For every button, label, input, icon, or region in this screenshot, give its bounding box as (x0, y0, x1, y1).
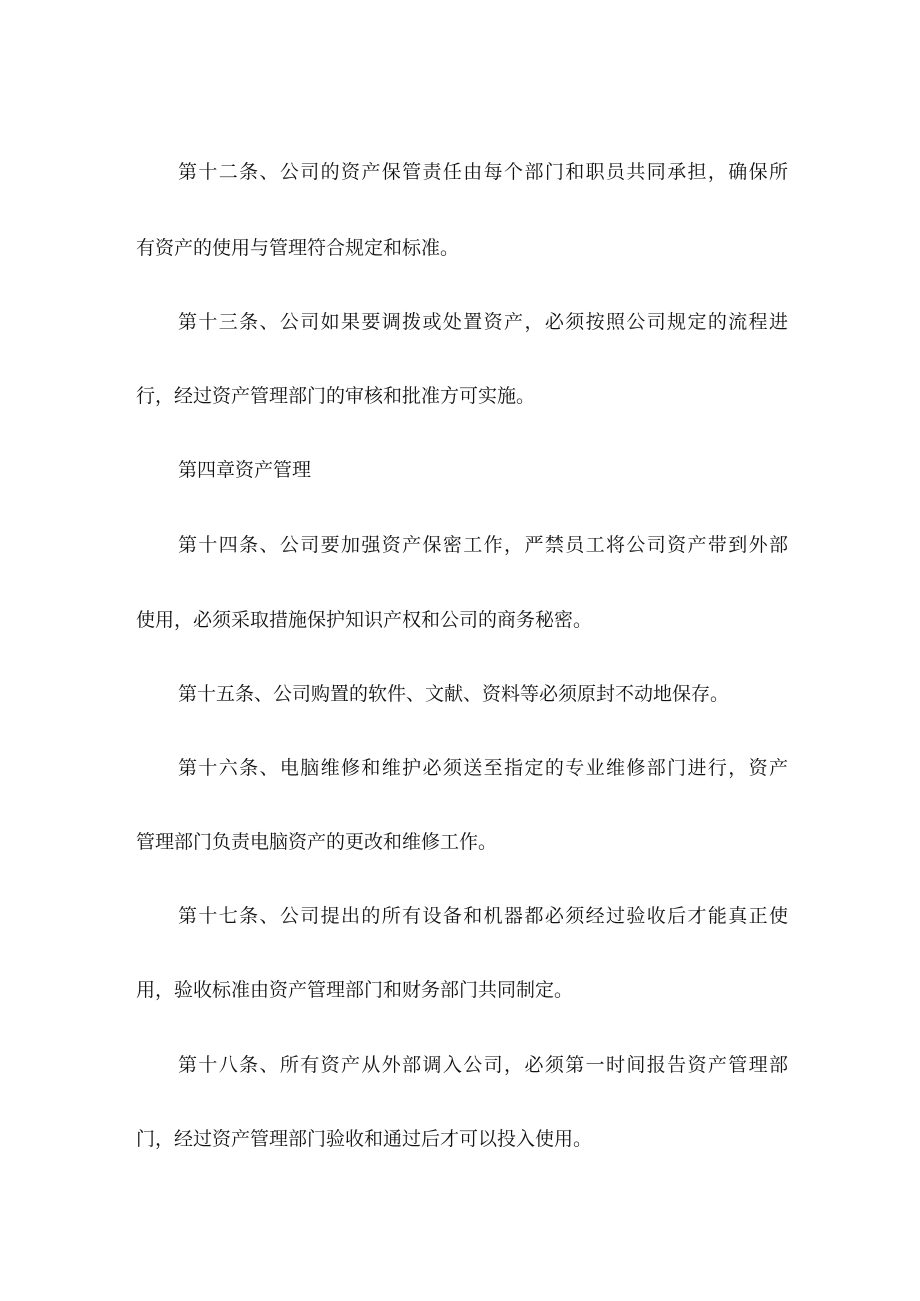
article-18-line-1: 第十八条、所有资产从外部调入公司，必须第一时间报告资产管理部 (178, 1054, 788, 1076)
article-12-line-2: 有资产的使用与管理符合规定和标准。 (136, 237, 460, 259)
article-14-line-2: 使用，必须采取措施保护知识产权和公司的商务秘密。 (136, 609, 593, 631)
article-13-line-2: 行，经过资产管理部门的审核和批准方可实施。 (136, 385, 536, 407)
article-17-line-2: 用，验收标准由资产管理部门和财务部门共同制定。 (136, 979, 574, 1001)
chapter-4-heading: 第四章资产管理 (178, 459, 312, 481)
article-17-line-1: 第十七条、公司提出的所有设备和机器都必须经过验收后才能真正使 (178, 905, 788, 927)
article-16-line-1: 第十六条、电脑维修和维护必须送至指定的专业维修部门进行，资产 (178, 757, 788, 779)
article-14-line-1: 第十四条、公司要加强资产保密工作，严禁员工将公司资产带到外部 (178, 534, 788, 556)
article-13-line-1: 第十三条、公司如果要调拨或处置资产，必须按照公司规定的流程进 (178, 311, 788, 333)
article-18-line-2: 门，经过资产管理部门验收和通过后才可以投入使用。 (136, 1128, 593, 1150)
article-15-line-1: 第十五条、公司购置的软件、文献、资料等必须原封不动地保存。 (178, 683, 730, 705)
article-16-line-2: 管理部门负责电脑资产的更改和维修工作。 (136, 831, 498, 853)
article-12-line-1: 第十二条、公司的资产保管责任由每个部门和职员共同承担，确保所 (178, 161, 788, 183)
